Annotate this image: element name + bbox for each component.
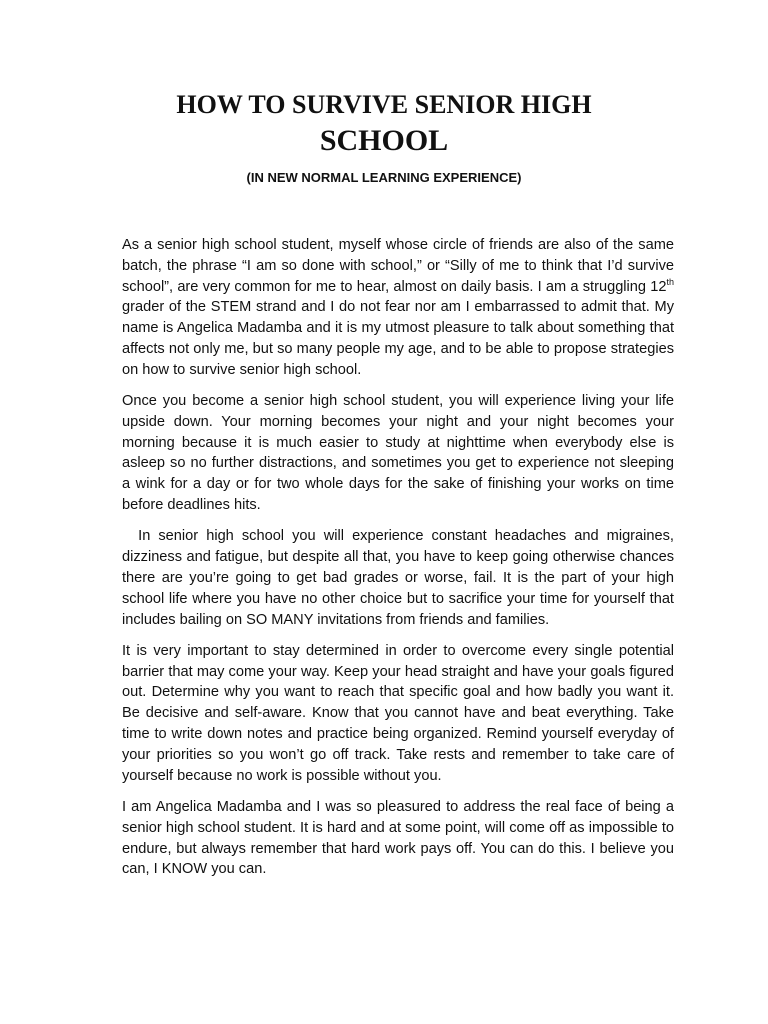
paragraph-1-text-start: As a senior high school student, myself whose circle of friends are also of the same batch, the phrase “I am so done with school,” or “Silly of me to think that I’d survive school”, are very common for me to hear, almost on daily basis. I am a struggling 12 xyxy=(122,237,674,295)
paragraph-1-text-end: grader of the STEM strand and I do not fear nor am I embarrassed to admit that. My name is Angelica Madamba and it is my utmost pleasure to talk about something that affects not only me, but so many people my age, and to be able to propose strategies on how to survive senior high school. xyxy=(122,299,674,378)
paragraph-5: I am Angelica Madamba and I was so pleasured to address the real face of being a senior high school student. It is hard and at some point, will come off as impossible to endure, but always remember that hard work pays off. You can do this. I believe you can, I KNOW you can. xyxy=(122,798,674,878)
ordinal-suffix: th xyxy=(666,276,674,287)
document-body xyxy=(122,235,674,891)
document-title-line-1: HOW TO SURVIVE SENIOR HIGH xyxy=(176,90,592,119)
paragraph-4: It is very important to stay determined in order to overcome every single potential barrier that may come your way. Keep your head straight and have your goals figured out. Determine why you want to reach that specific goal and how badly you want it. Be decisive and self-aware. Know that you cannot have and beat everything. Take time to write down notes and practice being organized. Remind yourself everyday of your priorities so you won’t go off track. Take rests and remember to take care of yourself because no work is possible without you. xyxy=(122,642,674,784)
document-title-line-2: SCHOOL xyxy=(319,124,449,157)
paragraph-2: Once you become a senior high school student, you will experience living your life upside down. Your morning becomes your night and your night becomes your morning because it is much easier to study at nighttime when everybody else is asleep so no further distractions, and sometimes you get to experience not sleeping a wink for a day or for two whole days for the sake of finishing your works on time before deadlines hits. xyxy=(122,393,674,514)
paragraph-3: In senior high school you will experience constant headaches and migraines, dizziness and fatigue, but despite all that, you have to keep going otherwise chances there are you’re going to get bad grades or worse, fail. It is the part of your high school life where you have no other choice but to sacrifice your time for yourself that includes bailing on SO MANY invitations from friends and families. xyxy=(122,528,674,628)
document-subtitle: (IN NEW NORMAL LEARNING EXPERIENCE) xyxy=(246,170,522,185)
paragraph-1 xyxy=(122,235,674,381)
